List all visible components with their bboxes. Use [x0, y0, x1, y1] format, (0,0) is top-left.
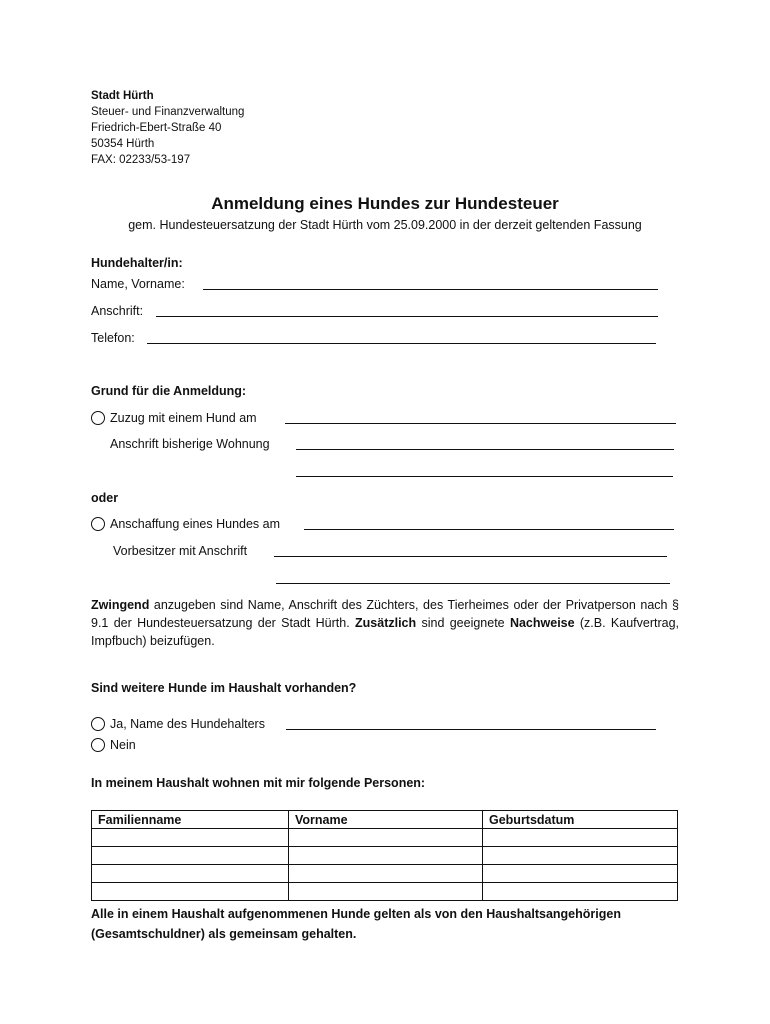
street: Friedrich-Ebert-Straße 40	[91, 122, 222, 134]
requirement-note	[91, 596, 679, 650]
table-cell[interactable]	[483, 847, 678, 865]
zuzug-label: Zuzug mit einem Hund am	[110, 411, 257, 425]
zuzug-radio[interactable]	[91, 411, 105, 425]
prev-owner-field-2[interactable]	[276, 583, 670, 584]
table-cell[interactable]	[483, 865, 678, 883]
department: Steuer- und Finanzverwaltung	[91, 106, 245, 118]
prev-owner-label: Vorbesitzer mit Anschrift	[113, 544, 248, 558]
page-title: Anmeldung eines Hundes zur Hundesteuer	[211, 194, 559, 213]
or-label: oder	[91, 491, 119, 505]
page-subtitle: gem. Hundesteuersatzung der Stadt Hürth vom 25.09.2000 in der derzeit geltenden Fassung	[128, 218, 642, 232]
table-row	[92, 829, 678, 847]
table-cell[interactable]	[483, 883, 678, 901]
note-bold-1: Zwingend	[91, 598, 150, 612]
other-dogs-question: Sind weitere Hunde im Haushalt vorhanden?	[91, 681, 357, 695]
org-name: Stadt Hürth	[91, 90, 154, 102]
table-cell[interactable]	[289, 847, 483, 865]
no-radio[interactable]	[91, 738, 105, 752]
prev-owner-field[interactable]	[274, 556, 667, 557]
sender-address	[91, 88, 244, 168]
footer-note: Alle in einem Haushalt aufgenommenen Hunde gelten als von den Haushaltsangehörigen (Gesamtschuldner) als gemeinsam gehalten.	[91, 907, 621, 941]
zuzug-date-field[interactable]	[285, 423, 676, 424]
col-vorname: Vorname	[289, 811, 483, 829]
table-cell[interactable]	[289, 883, 483, 901]
table-row	[92, 847, 678, 865]
phone-field[interactable]	[147, 343, 656, 344]
name-label: Name, Vorname:	[91, 277, 185, 291]
table-cell[interactable]	[92, 883, 289, 901]
note-bold-2: Zusätzlich	[355, 616, 417, 630]
anschaffung-radio[interactable]	[91, 517, 105, 531]
note-text-3: (z.B. Kaufvertrag, Impfbuch) beizufügen.	[91, 616, 680, 648]
yes-radio[interactable]	[91, 717, 105, 731]
col-geburtsdatum: Geburtsdatum	[483, 811, 678, 829]
reason-heading: Grund für die Anmeldung:	[91, 384, 247, 398]
address-field[interactable]	[156, 316, 658, 317]
note-bold-3: Nachweise	[509, 616, 575, 630]
household-table	[91, 810, 678, 901]
name-field[interactable]	[203, 289, 658, 290]
address-label: Anschrift:	[91, 304, 144, 318]
other-holder-field[interactable]	[286, 729, 656, 730]
anschaffung-label: Anschaffung eines Hundes am	[110, 517, 281, 531]
table-row	[92, 883, 678, 901]
anschaffung-date-field[interactable]	[304, 529, 674, 530]
fax: FAX: 02233/53-197	[91, 154, 191, 166]
holder-heading: Hundehalter/in:	[91, 256, 183, 270]
table-cell[interactable]	[92, 829, 289, 847]
note-text-1: anzugeben sind Name, Anschrift des Züchters, des Tierheimes oder der Privatperson nach § 9.1 der Hundesteuersatzung der Stadt Hürth.	[91, 598, 679, 630]
table-cell[interactable]	[289, 865, 483, 883]
table-cell[interactable]	[289, 829, 483, 847]
table-cell[interactable]	[483, 829, 678, 847]
phone-label: Telefon:	[91, 331, 135, 345]
household-heading: In meinem Haushalt wohnen mit mir folgende Personen:	[91, 776, 426, 790]
note-text-2: sind geeignete	[416, 616, 510, 630]
col-familienname: Familienname	[92, 811, 289, 829]
prev-address-field[interactable]	[296, 449, 674, 450]
table-row	[92, 865, 678, 883]
prev-address-field-2[interactable]	[296, 476, 673, 477]
yes-label: Ja, Name des Hundehalters	[110, 717, 265, 731]
table-cell[interactable]	[92, 865, 289, 883]
table-header-row	[92, 811, 678, 829]
table-cell[interactable]	[92, 847, 289, 865]
prev-address-label: Anschrift bisherige Wohnung	[110, 437, 270, 451]
city: 50354 Hürth	[91, 138, 155, 150]
no-label: Nein	[110, 738, 136, 752]
